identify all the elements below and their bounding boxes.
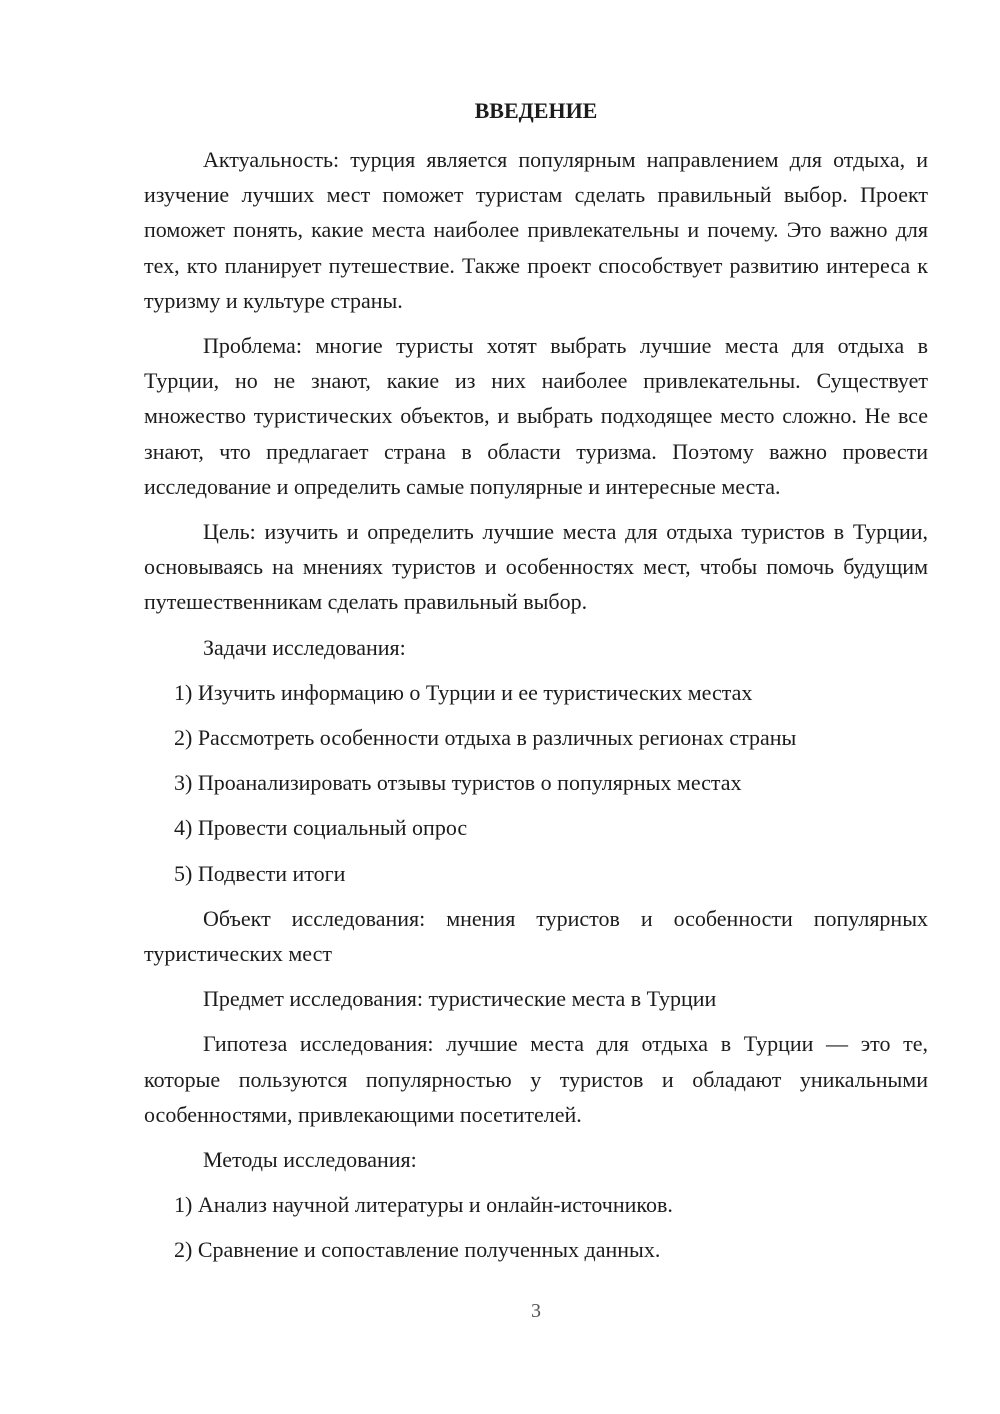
task-item: 1) Изучить информацию о Турции и ее туристических местах (174, 679, 753, 705)
method-item: 2) Сравнение и сопоставление полученных данных. (174, 1237, 661, 1263)
task-item: 5) Подвести итоги (174, 860, 346, 886)
page-title: ВВЕДЕНИЕ (474, 98, 598, 123)
goal-paragraph: Цель: изучить и определить лучшие места для отдыха туристов в Турции, основываясь на мнениях туристов и особенностях мест, чтобы помочь будущим путешественникам сделать правильный выбор. (144, 519, 928, 615)
tasks-list (144, 675, 928, 891)
object-paragraph: Объект исследования: мнения туристов и особенности популярных туристических мест (144, 905, 928, 967)
task-item: 2) Рассмотреть особенности отдыха в различных регионах страны (174, 725, 797, 751)
subject-paragraph: Предмет исследования: туристические места в Турции (203, 986, 717, 1012)
method-item: 1) Анализ научной литературы и онлайн-источников. (174, 1192, 673, 1218)
methods-list (144, 1187, 928, 1267)
document-body (144, 142, 928, 1278)
tasks-heading: Задачи исследования: (203, 634, 406, 660)
task-item: 4) Провести социальный опрос (174, 815, 468, 841)
methods-heading: Методы исследования: (203, 1147, 417, 1173)
page-number: 3 (531, 1300, 541, 1322)
problem-paragraph: Проблема: многие туристы хотят выбрать лучшие места для отдыха в Турции, но не знают, какие из них наиболее привлекательны. Существует множество туристических объектов, и выбрать подходящее место сложно. Не все знают, что предлагает страна в области туризма. Поэтому важно провести исследование и определить самые популярные и интересные места. (144, 333, 928, 499)
relevance-paragraph: Актуальность: турция является популярным направлением для отдыха, и изучение лучших мест поможет туристам сделать правильный выбор. Проект поможет понять, какие места наиболее привлекательны и почему. Это важно для тех, кто планирует путешествие. Также проект способствует развитию интереса к туризму и культуре страны. (144, 147, 928, 313)
task-item: 3) Проанализировать отзывы туристов о популярных местах (174, 770, 742, 796)
hypothesis-paragraph: Гипотеза исследования: лучшие места для отдыха в Турции — это те, которые пользуются популярностью у туристов и обладают уникальными особенностями, привлекающими посетителей. (144, 1031, 928, 1127)
